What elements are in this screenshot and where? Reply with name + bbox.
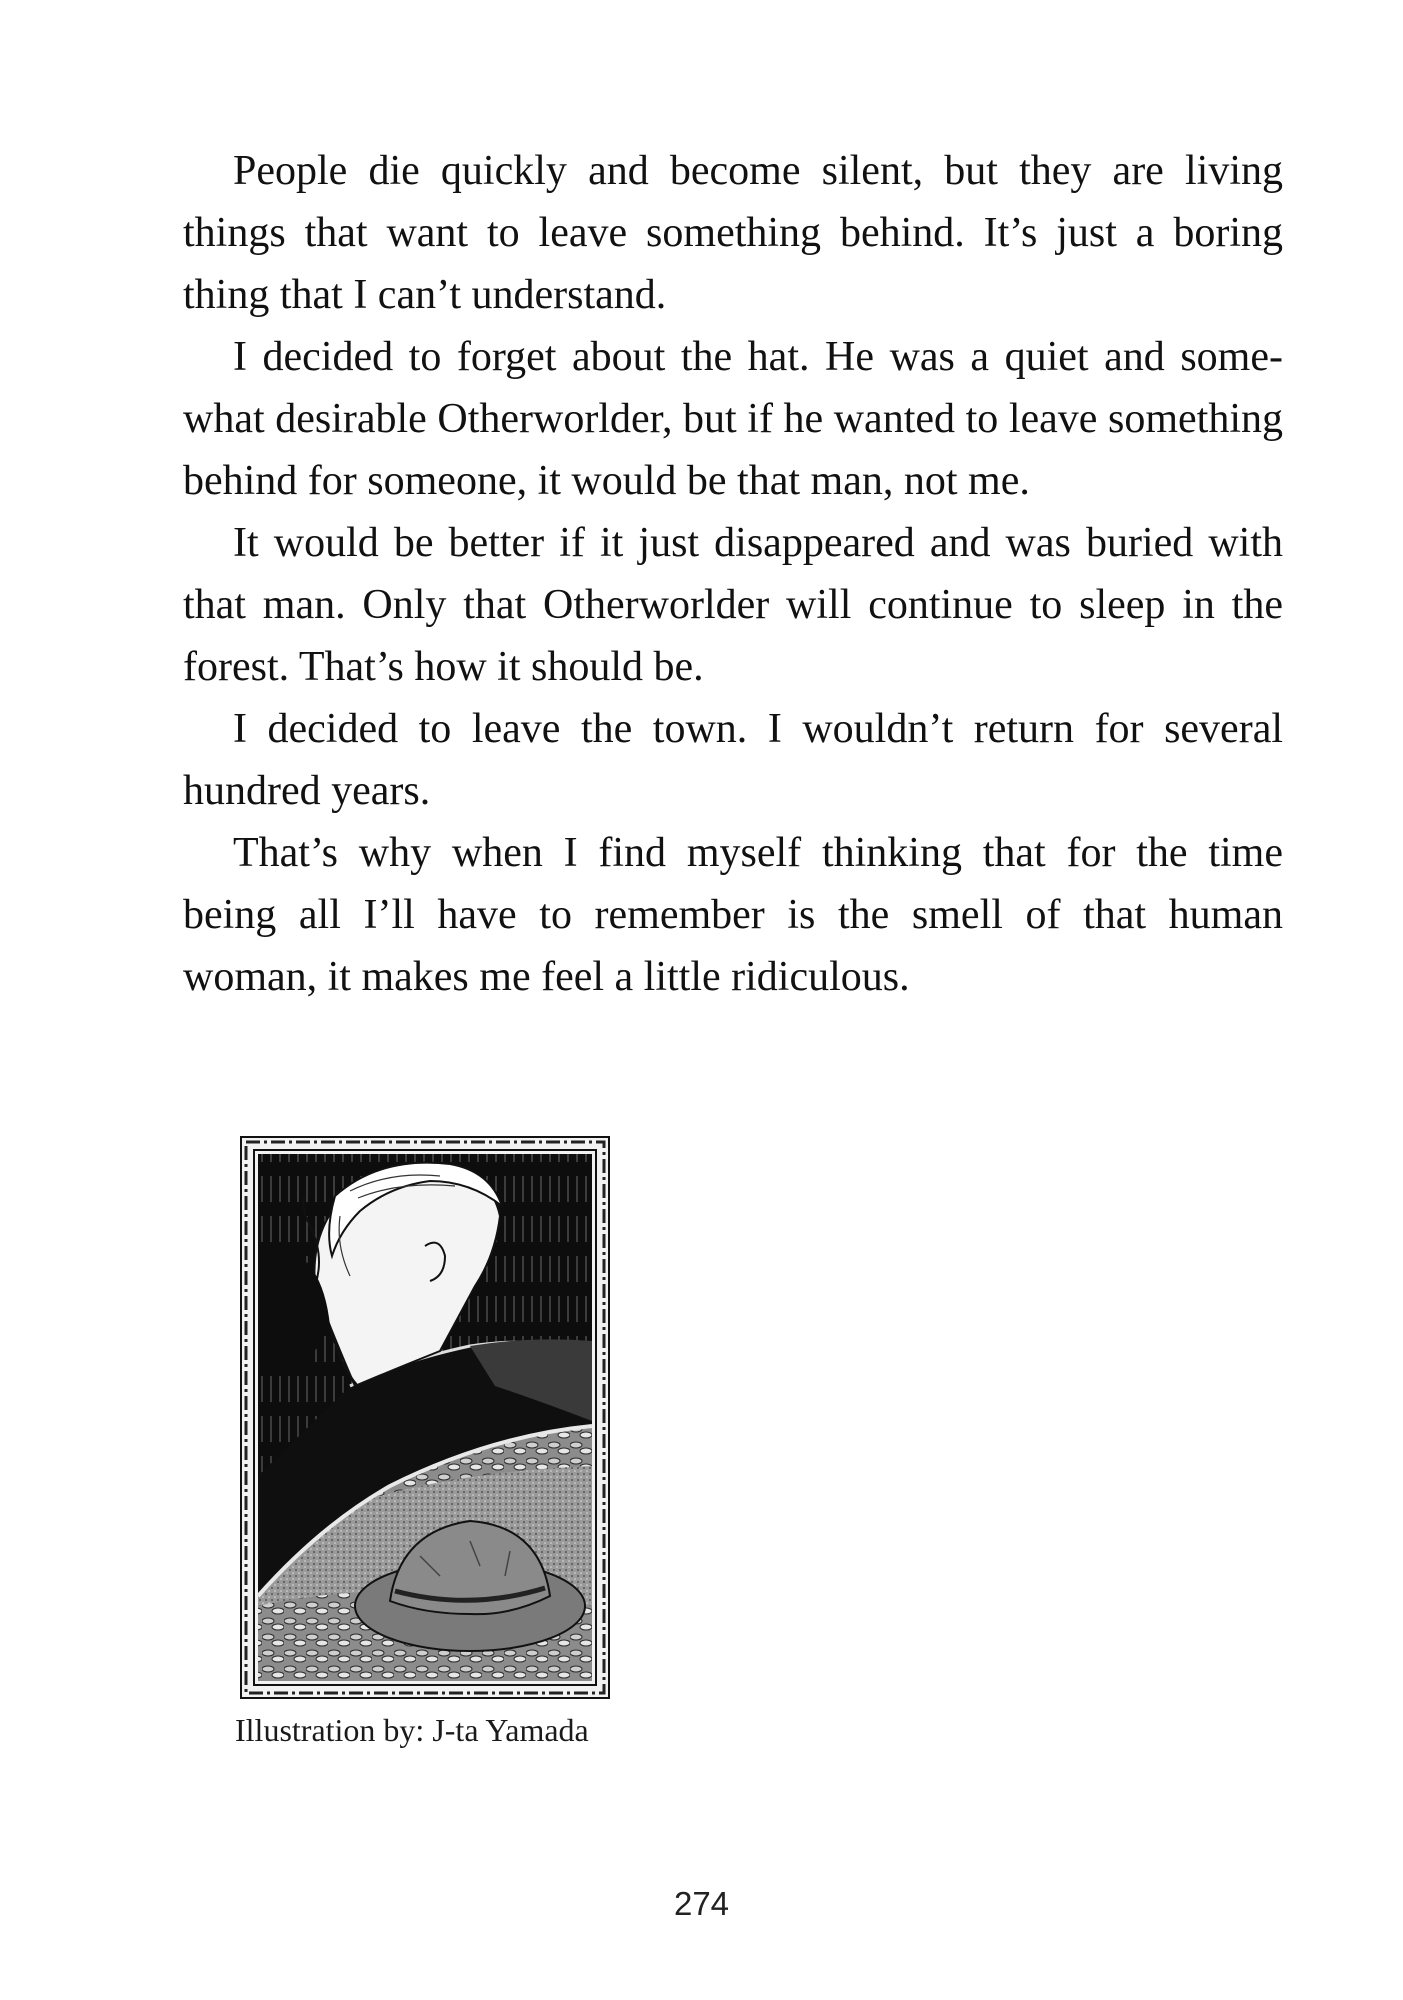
illustration-caption: Illustration by: J-ta Yamada [235,1712,589,1748]
paragraph-4: I decided to leave the town. I wouldn’t return for several hundred years. [183,706,1283,814]
paragraph-5: That’s why when I find myself thinking that for the time being all I’ll have to remember is the smell of that human woman, it makes me feel a little ridiculous. [183,830,1283,1000]
paragraph-1: People die quickly and become silent, but they are living things that want to leave something behind. It’s just a boring thing that I can’t understand. [183,148,1283,318]
illustration-image [240,1136,610,1699]
paragraph-2: I decided to forget about the hat. He was a quiet and somewhat desirable Otherworlder, but if he wanted to leave something behind for someone, it would be that man, not me. [183,334,1283,504]
page-number: 274 [673,1885,730,1922]
body-text [183,140,1283,1008]
illustration-man-in-rain-with-hat-icon [240,1136,610,1699]
paragraph-3: It would be better if it just disappeared and was buried with that man. Only that Otherworlder will continue to sleep in the forest. That’s how it should be. [183,520,1283,690]
